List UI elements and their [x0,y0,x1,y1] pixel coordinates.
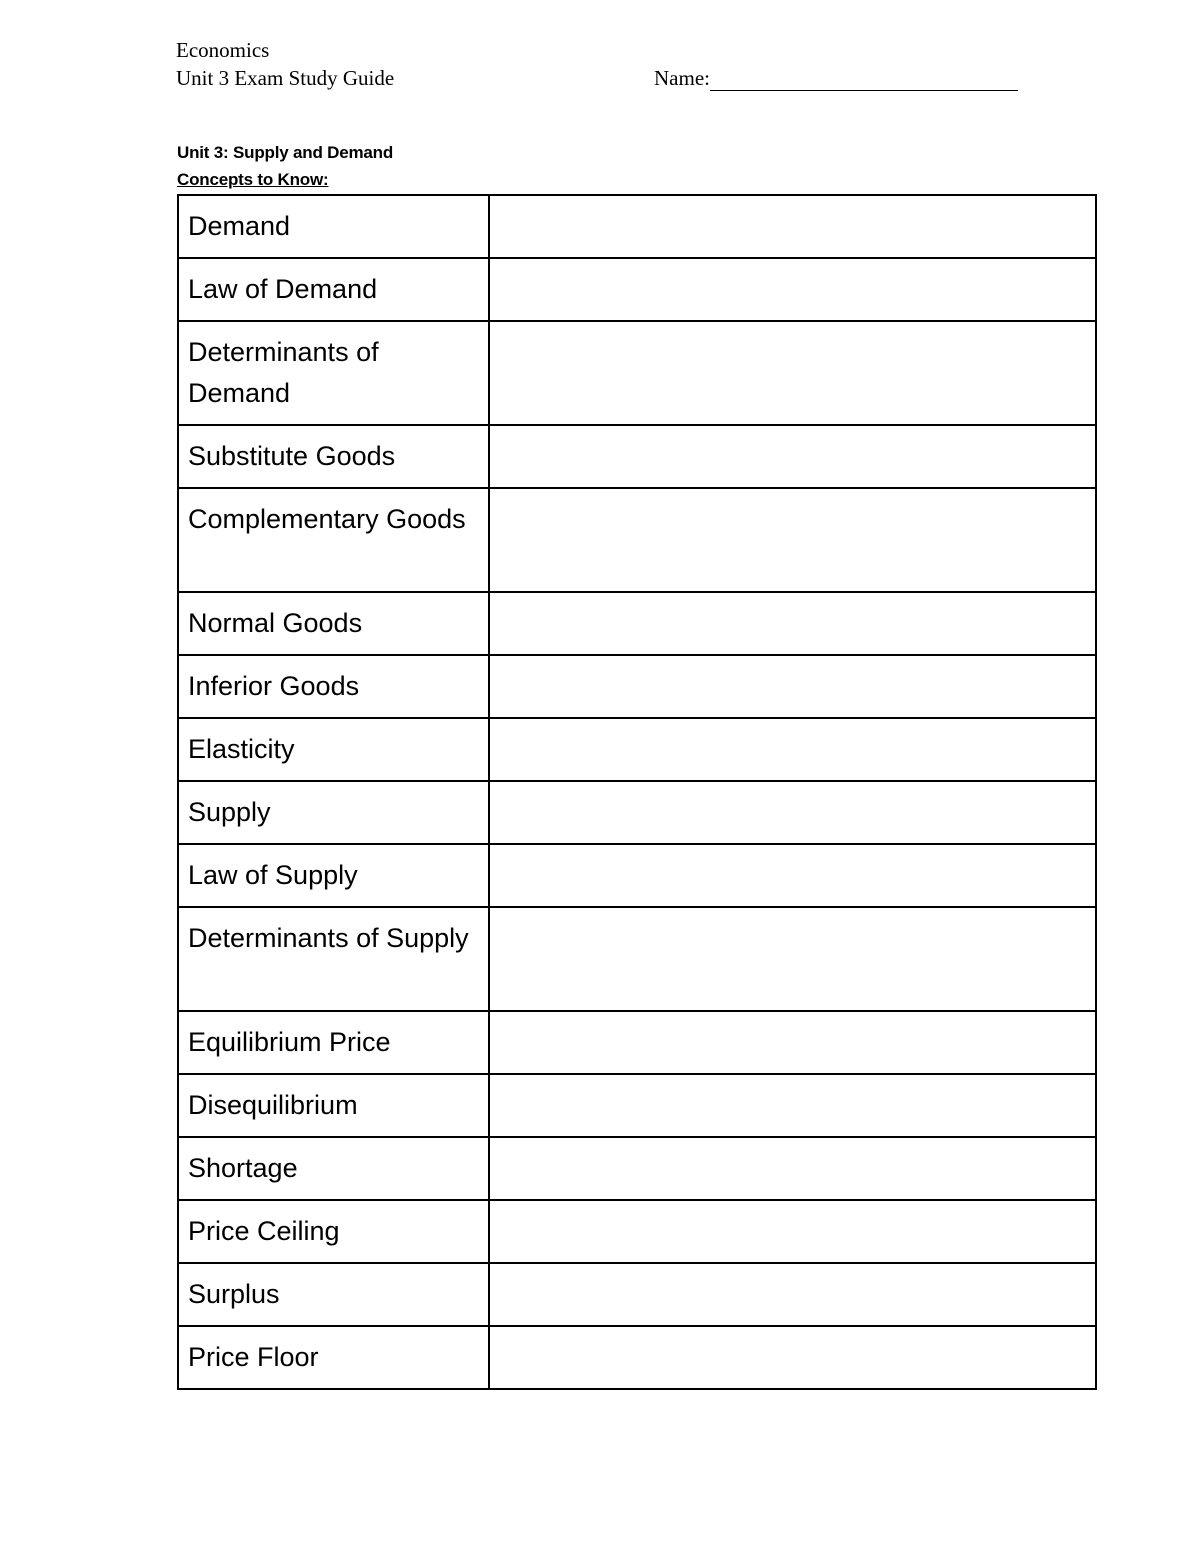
concept-definition-cell [489,1011,1096,1074]
concept-term: Supply [178,781,489,844]
concept-definition-cell [489,592,1096,655]
concept-definition-cell [489,258,1096,321]
concept-definition-cell [489,425,1096,488]
concept-definition-cell [489,718,1096,781]
concept-term: Surplus [178,1263,489,1326]
concept-term: Disequilibrium [178,1074,489,1137]
table-row [178,1137,1096,1200]
course-name: Economics [176,38,270,62]
concept-term: Price Ceiling [178,1200,489,1263]
concept-term: Normal Goods [178,592,489,655]
concept-term: Complementary Goods [178,488,489,592]
table-row [178,1263,1096,1326]
concepts-table [177,194,1097,1390]
concept-definition-cell [489,844,1096,907]
concept-term: Substitute Goods [178,425,489,488]
concept-term: Determinants of Supply [178,907,489,1011]
concept-definition-cell [489,1074,1096,1137]
concept-definition-cell [489,1137,1096,1200]
concept-term: Equilibrium Price [178,1011,489,1074]
concept-definition-cell [489,907,1096,1011]
concept-definition-cell [489,1200,1096,1263]
concept-definition-cell [489,195,1096,258]
concept-term: Law of Demand [178,258,489,321]
concept-term: Demand [178,195,489,258]
table-row [178,907,1096,1011]
table-row [178,321,1096,425]
table-row [178,258,1096,321]
concept-term: Shortage [178,1137,489,1200]
name-field [654,65,1018,91]
table-row [178,425,1096,488]
concept-definition-cell [489,1263,1096,1326]
concept-definition-cell [489,321,1096,425]
concept-definition-cell [489,488,1096,592]
concept-definition-cell [489,1326,1096,1389]
concept-definition-cell [489,655,1096,718]
table-row [178,592,1096,655]
table-row [178,655,1096,718]
table-row [178,1200,1096,1263]
table-row [178,1011,1096,1074]
concept-term: Elasticity [178,718,489,781]
section-title: Unit 3: Supply and Demand [177,143,394,162]
name-label: Name: [654,66,710,90]
table-row [178,1074,1096,1137]
section-subtitle: Concepts to Know: [177,170,329,189]
concept-definition-cell [489,781,1096,844]
name-blank-line [710,66,1018,91]
table-row [178,718,1096,781]
table-row [178,195,1096,258]
table-row [178,488,1096,592]
concept-term: Determinants of Demand [178,321,489,425]
concept-term: Price Floor [178,1326,489,1389]
table-row [178,1326,1096,1389]
document-title: Unit 3 Exam Study Guide [176,66,395,90]
concept-term: Law of Supply [178,844,489,907]
table-row [178,844,1096,907]
concept-term: Inferior Goods [178,655,489,718]
table-row [178,781,1096,844]
